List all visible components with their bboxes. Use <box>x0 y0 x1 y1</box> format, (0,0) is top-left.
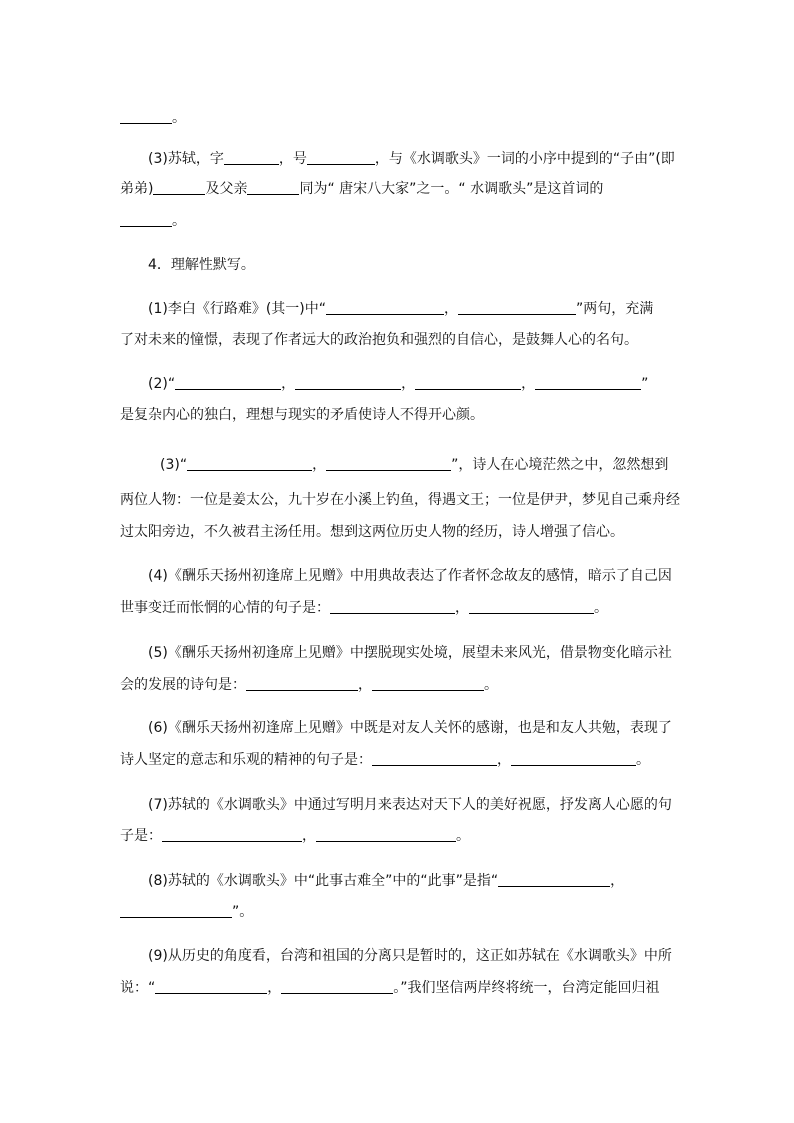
q3b-line-2 <box>120 490 680 510</box>
punct: ， <box>444 301 459 317</box>
q4-line-2 <box>120 598 608 618</box>
question-text: ，号 <box>278 151 307 167</box>
q2-line-2 <box>120 405 484 425</box>
q1-line-2 <box>120 330 638 350</box>
q3b-line-3 <box>120 522 624 542</box>
question-text: 两位人物：一位是姜太公，九十岁在小溪上钓鱼，得遇文王；一位是伊尹，梦见自己乘舟经 <box>120 492 680 508</box>
q9-line-1 <box>148 946 672 966</box>
punct: ， <box>455 600 469 616</box>
fill-blank[interactable] <box>224 150 279 165</box>
punct: 。 <box>636 752 650 768</box>
fill-blank[interactable] <box>372 676 484 691</box>
question-text: 会的发展的诗句是： <box>120 677 246 693</box>
punct: 。 <box>484 677 498 693</box>
question-text: 过太阳旁边，不久被君主汤任用。想到这两位历史人物的经历，诗人增强了信心。 <box>120 524 624 540</box>
fill-blank[interactable] <box>155 979 267 994</box>
section-4-heading <box>148 255 255 275</box>
punct: ， <box>358 677 372 693</box>
q5-line-2 <box>120 675 498 695</box>
punct: 。 <box>172 213 186 229</box>
section-title: 4．理解性默写。 <box>148 257 255 273</box>
punct: 。 <box>594 600 608 616</box>
question-text: 及父亲 <box>205 181 248 197</box>
question-text: 是复杂内心的独白，理想与现实的矛盾使诗人不得开心颜。 <box>120 407 484 423</box>
fill-blank[interactable] <box>246 676 358 691</box>
punct: ， <box>401 376 416 392</box>
question-3-line-2 <box>120 179 603 199</box>
fill-blank[interactable] <box>247 180 299 195</box>
punct: ， <box>610 873 625 889</box>
fill-blank[interactable] <box>316 827 456 842</box>
punct: 。 <box>172 110 186 126</box>
fill-blank[interactable] <box>458 300 576 315</box>
q3b-line-1 <box>160 455 668 475</box>
fill-blank[interactable] <box>120 109 172 124</box>
question-text: (4)《酬乐天扬州初逢席上见赠》中用典故表达了作者怀念故友的感情，暗示了自己因 <box>148 568 672 584</box>
fill-blank[interactable] <box>330 599 455 614</box>
punct: ， <box>312 457 327 473</box>
q8-line-1 <box>148 871 624 891</box>
answer-line-top <box>120 108 186 128</box>
fill-blank[interactable] <box>372 751 497 766</box>
fill-blank[interactable] <box>326 300 444 315</box>
question-text: (9)从历史的角度看，台湾和祖国的分离只是暂时的，这正如苏轼在《水调歌头》中所 <box>148 948 672 964</box>
q7-line-2 <box>120 826 470 846</box>
question-text: 子是： <box>120 828 162 844</box>
fill-blank[interactable] <box>281 979 393 994</box>
question-text: 了对未来的憧憬，表现了作者远大的政治抱负和强烈的自信心，是鼓舞人心的名句。 <box>120 332 638 348</box>
q5-line-1 <box>148 643 672 663</box>
punct: ” <box>641 376 649 392</box>
question-text: (3)“ <box>160 457 188 473</box>
punct: ， <box>281 376 296 392</box>
question-text: (2)“ <box>148 376 176 392</box>
fill-blank[interactable] <box>295 375 401 390</box>
q6-line-1 <box>148 718 672 738</box>
question-text: ”，诗人在心境茫然之中，忽然想到 <box>451 457 669 473</box>
q2-line-1 <box>148 374 648 394</box>
question-3-line-3 <box>120 211 186 231</box>
fill-blank[interactable] <box>415 375 521 390</box>
question-text: ”两句，充满 <box>576 301 654 317</box>
fill-blank[interactable] <box>307 150 375 165</box>
q9-line-2 <box>120 978 660 998</box>
fill-blank[interactable] <box>187 456 312 471</box>
question-text: (7)苏轼的《水调歌头》中通过写明月来表达对天下人的美好祝愿，抒发离人心愿的句 <box>148 797 672 813</box>
question-text: (8)苏轼的《水调歌头》中“此事古难全”中的“此事”是指“ <box>148 873 499 889</box>
question-text: (3)苏轼，字 <box>148 151 224 167</box>
punct: 。 <box>456 828 470 844</box>
q4-line-1 <box>148 566 672 586</box>
punct: ， <box>267 980 282 996</box>
fill-blank[interactable] <box>175 375 281 390</box>
question-text: 同为“ 唐宋八大家”之一。“ 水调歌头”是这首词的 <box>299 181 604 197</box>
question-text: ，与《水调歌头》一词的小序中提到的“子由”(即 <box>374 151 675 167</box>
q8-line-2 <box>120 902 253 922</box>
punct: ， <box>521 376 536 392</box>
fill-blank[interactable] <box>120 212 172 227</box>
question-text: (1)李白《行路难》(其一)中“ <box>148 301 327 317</box>
q7-line-1 <box>148 795 672 815</box>
fill-blank[interactable] <box>162 827 302 842</box>
question-text: 诗人坚定的意志和乐观的精神的句子是： <box>120 752 372 768</box>
question-text: (6)《酬乐天扬州初逢席上见赠》中既是对友人关怀的感谢，也是和友人共勉，表现了 <box>148 720 672 736</box>
fill-blank[interactable] <box>120 903 232 918</box>
q6-line-2 <box>120 750 650 770</box>
question-text: 说：“ <box>120 980 156 996</box>
fill-blank[interactable] <box>498 872 610 887</box>
fill-blank[interactable] <box>511 751 636 766</box>
fill-blank[interactable] <box>535 375 641 390</box>
fill-blank[interactable] <box>153 180 205 195</box>
fill-blank[interactable] <box>326 456 451 471</box>
question-text: (5)《酬乐天扬州初逢席上见赠》中摆脱现实处境，展望未来风光，借景物变化暗示社 <box>148 645 672 661</box>
punct: ， <box>497 752 511 768</box>
fill-blank[interactable] <box>469 599 594 614</box>
question-text: 世事变迁而怅惘的心情的句子是： <box>120 600 330 616</box>
punct: ， <box>302 828 316 844</box>
question-text: 弟弟) <box>120 181 154 197</box>
q1-line-1 <box>148 299 653 319</box>
question-text: 。”我们坚信两岸终将统一，台湾定能回归祖 <box>393 980 660 996</box>
question-3-line-1 <box>148 149 675 169</box>
punct: ”。 <box>232 904 254 920</box>
